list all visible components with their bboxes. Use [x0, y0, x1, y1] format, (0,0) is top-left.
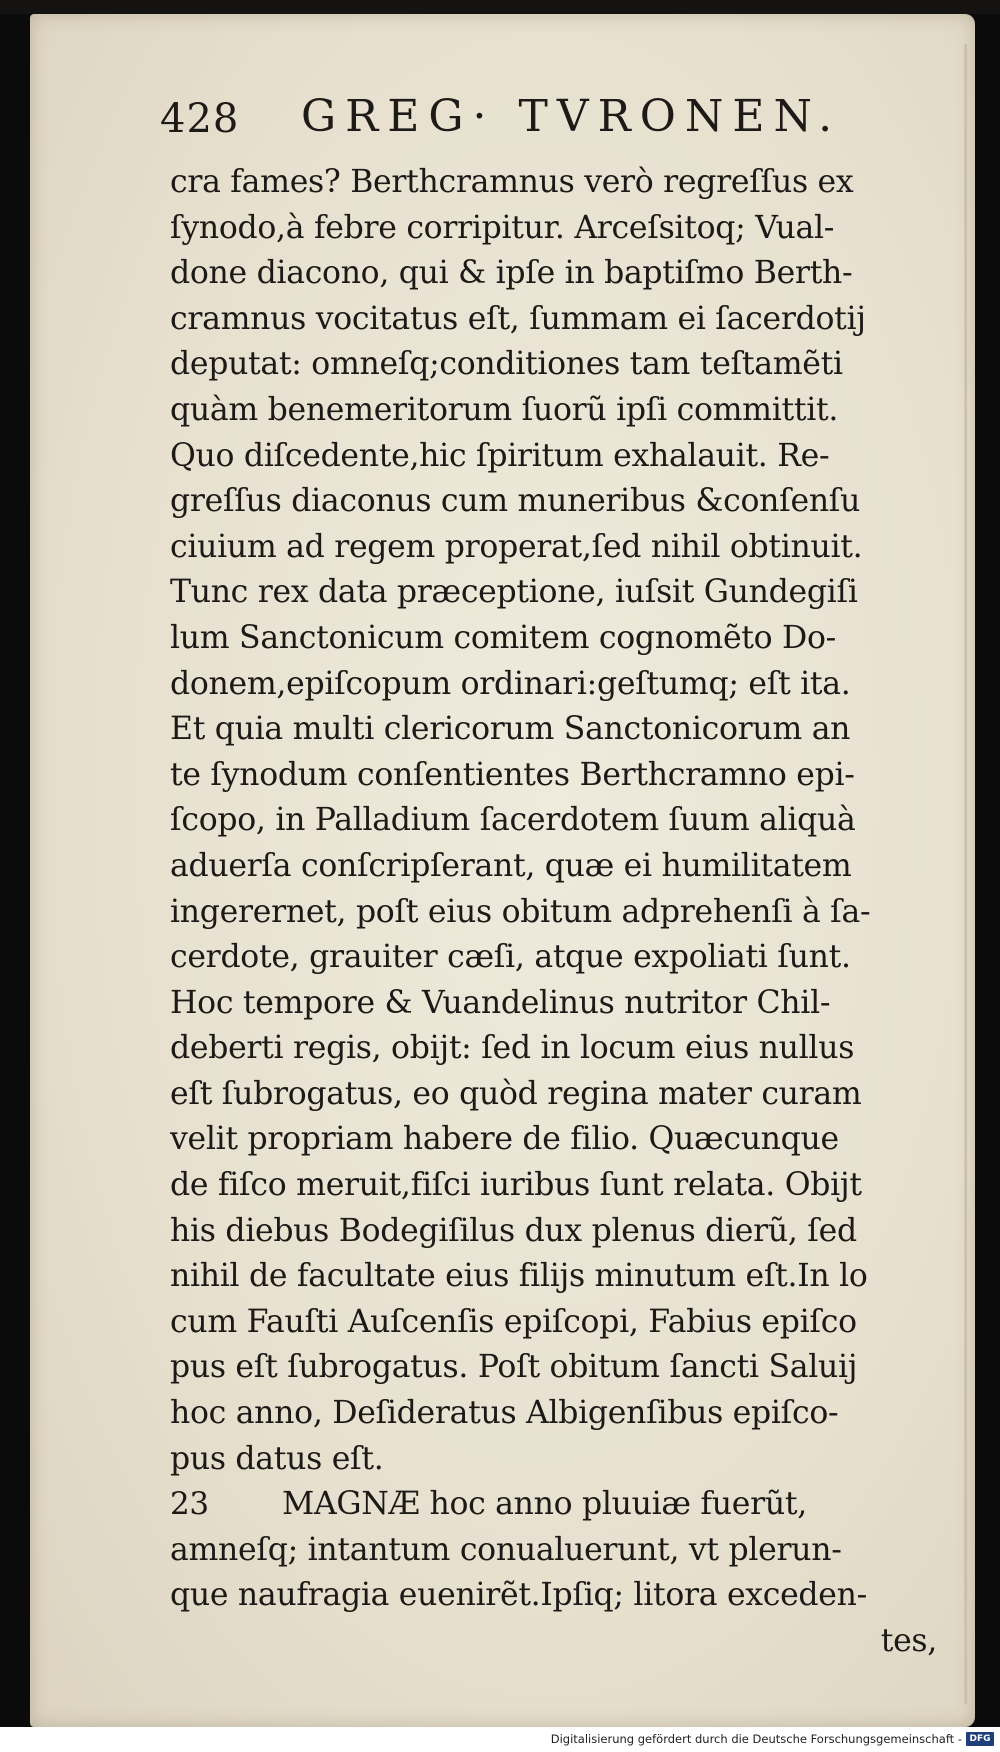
- body-text: [170, 160, 940, 1665]
- text-line: de fiſco meruit,fiſci iuribus ſunt relata. Obijt: [170, 1167, 862, 1204]
- text-line: Et quia multi clericorum Sanctonicorum an: [170, 711, 851, 748]
- text-line: greſſus diaconus cum muneribus &conſenſu: [170, 483, 861, 520]
- text-line: deputat: omneſq;conditiones tam teſtamẽti: [170, 346, 843, 383]
- text-line: Hoc tempore & Vuandelinus nutritor Chil-: [170, 984, 831, 1021]
- page-number: 428: [160, 96, 240, 142]
- dfg-logo: DFG: [966, 1732, 994, 1746]
- funding-credit: Digitalisierung gefördert durch die Deutsche Forschungsgemeinschaft -: [550, 1732, 962, 1746]
- text-line: ſynodo,à febre corripitur. Arceſsitoq; Vual-: [170, 209, 835, 246]
- text-line: amneſq; intantum conualuerunt, vt plerun-: [170, 1531, 842, 1568]
- text-line: done diacono, qui & ipſe in baptiſmo Berth-: [170, 255, 853, 292]
- section-number: 23: [170, 1486, 209, 1523]
- running-head: GREG· TVRONEN.: [301, 91, 842, 142]
- text-line: cum Fauſti Auſcenſis epiſcopi, Fabius epiſco: [170, 1303, 857, 1340]
- text-line: cra fames? Berthcramnus verò regreſſus ex: [170, 164, 854, 200]
- text-line: ciuium ad regem properat,ſed nihil obtinuit.: [170, 528, 863, 565]
- catchword: tes,: [880, 1623, 937, 1659]
- section-first-line: MAGNÆ hoc anno pluuiæ fuerũt,: [282, 1486, 807, 1523]
- section-heading-line: [170, 1482, 940, 1528]
- text-line: cerdote, grauiter cæſi, atque expoliati ſunt.: [170, 939, 851, 976]
- text-line: Tunc rex data præceptione, iuſsit Gundegiſi: [170, 574, 858, 611]
- text-line: ingerernet, poſt eius obitum adprehenſi à ſa-: [170, 893, 871, 930]
- text-line: Quo diſcedente,hic ſpiritum exhalauit. Re-: [170, 437, 830, 474]
- page-header: [135, 88, 855, 148]
- text-line: quàm benemeritorum ſuorũ ipſi committit.: [170, 391, 839, 428]
- scan-border: [0, 0, 1000, 14]
- text-line: pus eſt ſubrogatus. Poſt obitum ſancti Saluij: [170, 1349, 858, 1386]
- text-line: te ſynodum conſentientes Berthcramno epi-: [170, 756, 855, 793]
- text-line: que naufragia euenirẽt.Ipſiq; litora exceden-: [170, 1577, 867, 1614]
- text-line: cramnus vocitatus eſt, ſummam ei ſacerdotij: [170, 300, 866, 337]
- text-line: velit propriam habere de filio. Quæcunque: [170, 1121, 839, 1158]
- digitization-footer: [0, 1727, 1000, 1752]
- text-line: nihil de facultate eius filijs minutum eſt.In lo: [170, 1258, 868, 1295]
- text-line: eſt ſubrogatus, eo quòd regina mater curam: [170, 1075, 862, 1112]
- text-line: hoc anno, Deſideratus Albigenſibus epiſco-: [170, 1395, 839, 1432]
- page-edge: [964, 44, 967, 1704]
- text-line: deberti regis, obijt: ſed in locum eius nullus: [170, 1030, 855, 1067]
- text-line: donem,epiſcopum ordinari:geſtumq; eſt ita.: [170, 665, 851, 702]
- text-line: lum Sanctonicum comitem cognomẽto Do-: [170, 619, 836, 656]
- text-line: pus datus eſt.: [170, 1440, 384, 1477]
- text-line: his diebus Bodegiſilus dux plenus dierũ, ſed: [170, 1212, 857, 1249]
- text-line: aduerſa conſcripſerant, quæ ei humilitatem: [170, 847, 852, 884]
- text-line: ſcopo, in Palladium ſacerdotem ſuum aliquà: [170, 802, 856, 839]
